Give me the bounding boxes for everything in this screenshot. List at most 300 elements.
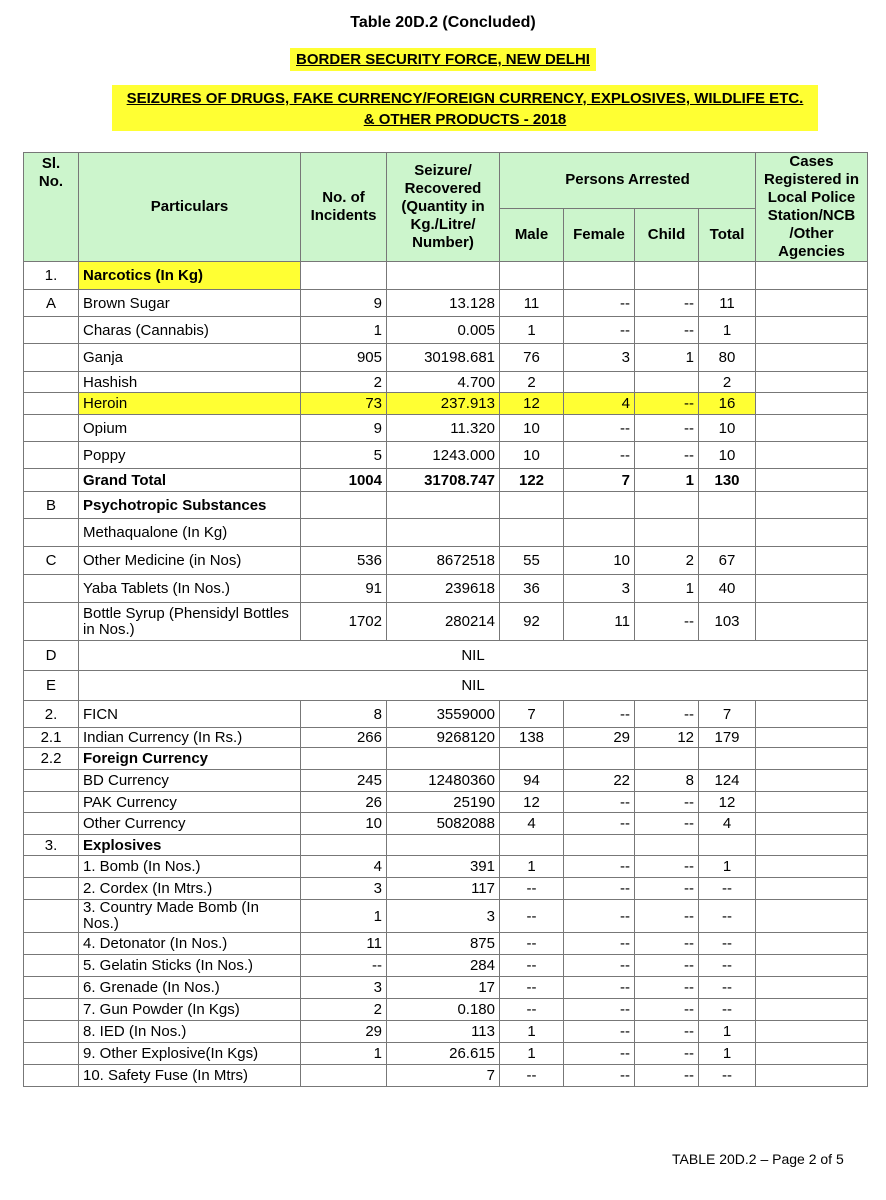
cell-sl-no — [24, 603, 79, 641]
cell-total — [699, 519, 756, 547]
col-header-cases: Cases Registered in Local Police Station/NCB /Other Agencies — [756, 153, 868, 262]
cell-particulars: FICN — [79, 701, 301, 728]
table-subtitle — [112, 85, 818, 131]
cell-sl-no — [24, 813, 79, 835]
cell-incidents: -- — [301, 955, 387, 977]
cell-sl-no — [24, 933, 79, 955]
cell-sl-no — [24, 442, 79, 469]
cell-sl-no — [24, 999, 79, 1021]
cell-total: 16 — [699, 393, 756, 415]
cell-cases — [756, 372, 868, 393]
table-body — [24, 262, 868, 1087]
cell-male: 1 — [500, 856, 564, 878]
table-row — [24, 878, 868, 900]
cell-particulars: Ganja — [79, 344, 301, 372]
cell-seizure: 17 — [387, 977, 500, 999]
cell-incidents: 3 — [301, 977, 387, 999]
cell-incidents — [301, 262, 387, 290]
cell-total: 10 — [699, 415, 756, 442]
cell-cases — [756, 290, 868, 317]
cell-seizure — [387, 492, 500, 519]
cell-male: 12 — [500, 792, 564, 813]
table-row — [24, 748, 868, 770]
cell-female: -- — [564, 415, 635, 442]
cell-female: -- — [564, 317, 635, 344]
cell-particulars: 7. Gun Powder (In Kgs) — [79, 999, 301, 1021]
cell-seizure: 3559000 — [387, 701, 500, 728]
cell-particulars: 8. IED (In Nos.) — [79, 1021, 301, 1043]
cell-child: -- — [635, 393, 699, 415]
table-row — [24, 728, 868, 748]
cell-cases — [756, 603, 868, 641]
cell-female — [564, 372, 635, 393]
table-row — [24, 1065, 868, 1087]
cell-total — [699, 748, 756, 770]
cell-male: -- — [500, 1065, 564, 1087]
cell-particulars: Grand Total — [79, 469, 301, 492]
cell-incidents: 1 — [301, 900, 387, 933]
cell-child — [635, 835, 699, 856]
cell-cases — [756, 469, 868, 492]
cell-female: -- — [564, 977, 635, 999]
cell-particulars: Narcotics (In Kg) — [79, 262, 301, 290]
cell-cases — [756, 955, 868, 977]
cell-seizure: 280214 — [387, 603, 500, 641]
cell-incidents: 2 — [301, 372, 387, 393]
cell-sl-no: 2.2 — [24, 748, 79, 770]
cell-male: -- — [500, 977, 564, 999]
cell-incidents: 2 — [301, 999, 387, 1021]
cell-incidents — [301, 835, 387, 856]
cell-male: 10 — [500, 415, 564, 442]
cell-total: 12 — [699, 792, 756, 813]
cell-female: -- — [564, 813, 635, 835]
cell-female: -- — [564, 701, 635, 728]
col-header-sl: Sl. No. — [24, 153, 79, 262]
cell-incidents: 245 — [301, 770, 387, 792]
subtitle-line-1: SEIZURES OF DRUGS, FAKE CURRENCY/FOREIGN CURRENCY, EXPLOSIVES, WILDLIFE ETC. — [126, 90, 804, 107]
cell-particulars: 3. Country Made Bomb (In Nos.) — [79, 900, 301, 933]
cell-total — [699, 492, 756, 519]
organization-heading — [0, 51, 886, 69]
cell-cases — [756, 415, 868, 442]
cell-particulars: 9. Other Explosive(In Kgs) — [79, 1043, 301, 1065]
cell-female: -- — [564, 955, 635, 977]
table-row — [24, 770, 868, 792]
cell-child: -- — [635, 701, 699, 728]
cell-male: 7 — [500, 701, 564, 728]
cell-total: -- — [699, 977, 756, 999]
cell-male: -- — [500, 900, 564, 933]
cell-cases — [756, 393, 868, 415]
cell-total: 80 — [699, 344, 756, 372]
cell-female: -- — [564, 442, 635, 469]
table-row — [24, 575, 868, 603]
cell-female: -- — [564, 1043, 635, 1065]
cell-total: 2 — [699, 372, 756, 393]
cell-male: 94 — [500, 770, 564, 792]
cell-particulars: BD Currency — [79, 770, 301, 792]
cell-child: -- — [635, 856, 699, 878]
cell-incidents: 1 — [301, 1043, 387, 1065]
cell-incidents: 536 — [301, 547, 387, 575]
table-row — [24, 835, 868, 856]
cell-particulars: Methaqualone (In Kg) — [79, 519, 301, 547]
cell-male — [500, 492, 564, 519]
cell-sl-no — [24, 856, 79, 878]
cell-total — [699, 835, 756, 856]
cell-total: -- — [699, 900, 756, 933]
cell-sl-no — [24, 977, 79, 999]
cell-cases — [756, 728, 868, 748]
table-row — [24, 792, 868, 813]
cell-seizure: 0.005 — [387, 317, 500, 344]
cell-cases — [756, 1043, 868, 1065]
table-row — [24, 1021, 868, 1043]
cell-child: 2 — [635, 547, 699, 575]
cell-seizure — [387, 748, 500, 770]
cell-particulars: Brown Sugar — [79, 290, 301, 317]
cell-child: 12 — [635, 728, 699, 748]
cell-cases — [756, 900, 868, 933]
cell-cases — [756, 977, 868, 999]
col-header-seizure: Seizure/ Recovered (Quantity in Kg./Litre/ Number) — [387, 153, 500, 262]
cell-seizure: 117 — [387, 878, 500, 900]
cell-sl-no — [24, 900, 79, 933]
table-row — [24, 317, 868, 344]
col-header-female: Female — [564, 208, 635, 262]
cell-particulars: Other Currency — [79, 813, 301, 835]
cell-particulars: 4. Detonator (In Nos.) — [79, 933, 301, 955]
cell-total: -- — [699, 955, 756, 977]
cell-total: 4 — [699, 813, 756, 835]
cell-sl-no — [24, 317, 79, 344]
cell-male: 10 — [500, 442, 564, 469]
cell-seizure: 3 — [387, 900, 500, 933]
cell-seizure: 11.320 — [387, 415, 500, 442]
cell-total: 130 — [699, 469, 756, 492]
cell-male — [500, 262, 564, 290]
cell-nil: NIL — [79, 641, 868, 671]
cell-female: -- — [564, 878, 635, 900]
cell-particulars: Explosives — [79, 835, 301, 856]
cell-female: -- — [564, 999, 635, 1021]
cell-sl-no — [24, 344, 79, 372]
cell-male: 1 — [500, 317, 564, 344]
table-row — [24, 415, 868, 442]
cell-child: -- — [635, 813, 699, 835]
cell-total: -- — [699, 999, 756, 1021]
cell-child: -- — [635, 1043, 699, 1065]
cell-child — [635, 372, 699, 393]
table-header — [24, 153, 868, 262]
cell-cases — [756, 1065, 868, 1087]
cell-male: -- — [500, 955, 564, 977]
cell-sl-no — [24, 575, 79, 603]
cell-incidents — [301, 519, 387, 547]
col-header-total: Total — [699, 208, 756, 262]
table-row — [24, 603, 868, 641]
cell-total: 1 — [699, 317, 756, 344]
cell-child: -- — [635, 977, 699, 999]
cell-sl-no — [24, 469, 79, 492]
cell-male: 1 — [500, 1043, 564, 1065]
cell-total: 179 — [699, 728, 756, 748]
cell-female: 3 — [564, 575, 635, 603]
cell-cases — [756, 575, 868, 603]
cell-child: -- — [635, 603, 699, 641]
cell-child: -- — [635, 878, 699, 900]
cell-child: -- — [635, 415, 699, 442]
col-header-incidents: No. of Incidents — [301, 153, 387, 262]
cell-particulars: Yaba Tablets (In Nos.) — [79, 575, 301, 603]
cell-seizure: 239618 — [387, 575, 500, 603]
cell-cases — [756, 547, 868, 575]
cell-male: -- — [500, 999, 564, 1021]
cell-incidents: 73 — [301, 393, 387, 415]
cell-seizure: 875 — [387, 933, 500, 955]
cell-female: -- — [564, 792, 635, 813]
cell-incidents: 10 — [301, 813, 387, 835]
cell-seizure: 5082088 — [387, 813, 500, 835]
table-row — [24, 955, 868, 977]
cell-child: -- — [635, 999, 699, 1021]
cell-female: -- — [564, 900, 635, 933]
table-row — [24, 519, 868, 547]
cell-sl-no — [24, 1043, 79, 1065]
cell-cases — [756, 748, 868, 770]
cell-female: 3 — [564, 344, 635, 372]
cell-sl-no: E — [24, 671, 79, 701]
cell-seizure: 391 — [387, 856, 500, 878]
cell-child: -- — [635, 442, 699, 469]
cell-seizure — [387, 835, 500, 856]
cell-male: -- — [500, 878, 564, 900]
cell-male: 11 — [500, 290, 564, 317]
cell-child: 1 — [635, 575, 699, 603]
table-row — [24, 813, 868, 835]
cell-seizure: 25190 — [387, 792, 500, 813]
cell-seizure: 7 — [387, 1065, 500, 1087]
cell-total: -- — [699, 933, 756, 955]
cell-seizure — [387, 519, 500, 547]
cell-sl-no — [24, 878, 79, 900]
table-row — [24, 856, 868, 878]
cell-child: 8 — [635, 770, 699, 792]
cell-male: 122 — [500, 469, 564, 492]
cell-sl-no — [24, 955, 79, 977]
cell-incidents: 9 — [301, 290, 387, 317]
cell-particulars: Hashish — [79, 372, 301, 393]
cell-particulars: 2. Cordex (In Mtrs.) — [79, 878, 301, 900]
cell-incidents: 3 — [301, 878, 387, 900]
cell-cases — [756, 262, 868, 290]
cell-female — [564, 835, 635, 856]
cell-sl-no — [24, 372, 79, 393]
cell-incidents: 5 — [301, 442, 387, 469]
cell-sl-no: 1. — [24, 262, 79, 290]
cell-seizure: 0.180 — [387, 999, 500, 1021]
table-row — [24, 469, 868, 492]
table-row — [24, 977, 868, 999]
cell-child: 1 — [635, 469, 699, 492]
cell-particulars: 10. Safety Fuse (In Mtrs) — [79, 1065, 301, 1087]
cell-incidents: 29 — [301, 1021, 387, 1043]
table-row — [24, 933, 868, 955]
cell-total: 1 — [699, 856, 756, 878]
cell-sl-no: D — [24, 641, 79, 671]
table-row — [24, 671, 868, 701]
cell-seizure: 284 — [387, 955, 500, 977]
table-row — [24, 701, 868, 728]
cell-female: -- — [564, 290, 635, 317]
cell-cases — [756, 344, 868, 372]
cell-female: 11 — [564, 603, 635, 641]
cell-incidents — [301, 492, 387, 519]
cell-nil: NIL — [79, 671, 868, 701]
cell-cases — [756, 770, 868, 792]
cell-sl-no: 3. — [24, 835, 79, 856]
cell-sl-no: B — [24, 492, 79, 519]
cell-seizure: 26.615 — [387, 1043, 500, 1065]
cell-female — [564, 262, 635, 290]
cell-female — [564, 492, 635, 519]
cell-male: 4 — [500, 813, 564, 835]
cell-child: 1 — [635, 344, 699, 372]
col-header-particulars: Particulars — [79, 153, 301, 262]
cell-seizure — [387, 262, 500, 290]
table-row — [24, 492, 868, 519]
cell-sl-no — [24, 1065, 79, 1087]
table-row — [24, 547, 868, 575]
cell-male: 36 — [500, 575, 564, 603]
cell-particulars: Other Medicine (in Nos) — [79, 547, 301, 575]
col-header-child: Child — [635, 208, 699, 262]
cell-cases — [756, 442, 868, 469]
cell-total: 11 — [699, 290, 756, 317]
cell-cases — [756, 1021, 868, 1043]
page-footer: TABLE 20D.2 – Page 2 of 5 — [672, 1151, 844, 1167]
cell-sl-no — [24, 770, 79, 792]
table-row — [24, 290, 868, 317]
cell-cases — [756, 813, 868, 835]
cell-particulars: Poppy — [79, 442, 301, 469]
cell-female: 29 — [564, 728, 635, 748]
cell-total: 67 — [699, 547, 756, 575]
cell-particulars: Psychotropic Substances — [79, 492, 301, 519]
cell-total: 40 — [699, 575, 756, 603]
cell-child — [635, 519, 699, 547]
cell-male: 1 — [500, 1021, 564, 1043]
cell-particulars: 1. Bomb (In Nos.) — [79, 856, 301, 878]
cell-total: -- — [699, 1065, 756, 1087]
cell-cases — [756, 519, 868, 547]
cell-incidents: 9 — [301, 415, 387, 442]
cell-particulars: Bottle Syrup (Phensidyl Bottles in Nos.) — [79, 603, 301, 641]
cell-total: 7 — [699, 701, 756, 728]
cell-seizure: 9268120 — [387, 728, 500, 748]
cell-incidents: 1004 — [301, 469, 387, 492]
cell-seizure: 113 — [387, 1021, 500, 1043]
table-row — [24, 442, 868, 469]
cell-sl-no: 2.1 — [24, 728, 79, 748]
cell-incidents: 4 — [301, 856, 387, 878]
cell-female: -- — [564, 933, 635, 955]
cell-female: 7 — [564, 469, 635, 492]
cell-total: 124 — [699, 770, 756, 792]
cell-total: 103 — [699, 603, 756, 641]
cell-cases — [756, 999, 868, 1021]
cell-incidents: 1702 — [301, 603, 387, 641]
cell-cases — [756, 701, 868, 728]
cell-child: -- — [635, 317, 699, 344]
cell-male: 76 — [500, 344, 564, 372]
table-row — [24, 262, 868, 290]
table-row — [24, 1043, 868, 1065]
cell-female: 22 — [564, 770, 635, 792]
cell-male: 55 — [500, 547, 564, 575]
cell-male — [500, 835, 564, 856]
cell-seizure: 13.128 — [387, 290, 500, 317]
cell-particulars: Opium — [79, 415, 301, 442]
cell-cases — [756, 317, 868, 344]
cell-incidents: 266 — [301, 728, 387, 748]
cell-male: 138 — [500, 728, 564, 748]
cell-child: -- — [635, 290, 699, 317]
cell-female: 4 — [564, 393, 635, 415]
cell-incidents — [301, 1065, 387, 1087]
cell-sl-no: A — [24, 290, 79, 317]
cell-female: -- — [564, 1065, 635, 1087]
cell-total: 1 — [699, 1043, 756, 1065]
cell-male — [500, 748, 564, 770]
cell-incidents — [301, 748, 387, 770]
cell-cases — [756, 835, 868, 856]
cell-particulars: Charas (Cannabis) — [79, 317, 301, 344]
cell-child: -- — [635, 900, 699, 933]
cell-male — [500, 519, 564, 547]
table-row — [24, 344, 868, 372]
cell-female: -- — [564, 1021, 635, 1043]
cell-child: -- — [635, 1065, 699, 1087]
cell-seizure: 30198.681 — [387, 344, 500, 372]
cell-incidents: 11 — [301, 933, 387, 955]
cell-male: 12 — [500, 393, 564, 415]
cell-particulars: 5. Gelatin Sticks (In Nos.) — [79, 955, 301, 977]
cell-child: -- — [635, 933, 699, 955]
cell-sl-no — [24, 792, 79, 813]
cell-incidents: 1 — [301, 317, 387, 344]
cell-cases — [756, 856, 868, 878]
cell-sl-no — [24, 393, 79, 415]
cell-male: -- — [500, 933, 564, 955]
cell-seizure: 1243.000 — [387, 442, 500, 469]
cell-particulars: Heroin — [79, 393, 301, 415]
cell-seizure: 4.700 — [387, 372, 500, 393]
cell-incidents: 8 — [301, 701, 387, 728]
cell-female: 10 — [564, 547, 635, 575]
cell-seizure: 12480360 — [387, 770, 500, 792]
cell-female: -- — [564, 856, 635, 878]
cell-total: 1 — [699, 1021, 756, 1043]
cell-cases — [756, 792, 868, 813]
table-row — [24, 999, 868, 1021]
cell-particulars: PAK Currency — [79, 792, 301, 813]
organization-name: BORDER SECURITY FORCE, NEW DELHI — [290, 48, 596, 71]
table-title: Table 20D.2 (Concluded) — [350, 14, 536, 31]
table-row — [24, 393, 868, 415]
cell-child: -- — [635, 792, 699, 813]
